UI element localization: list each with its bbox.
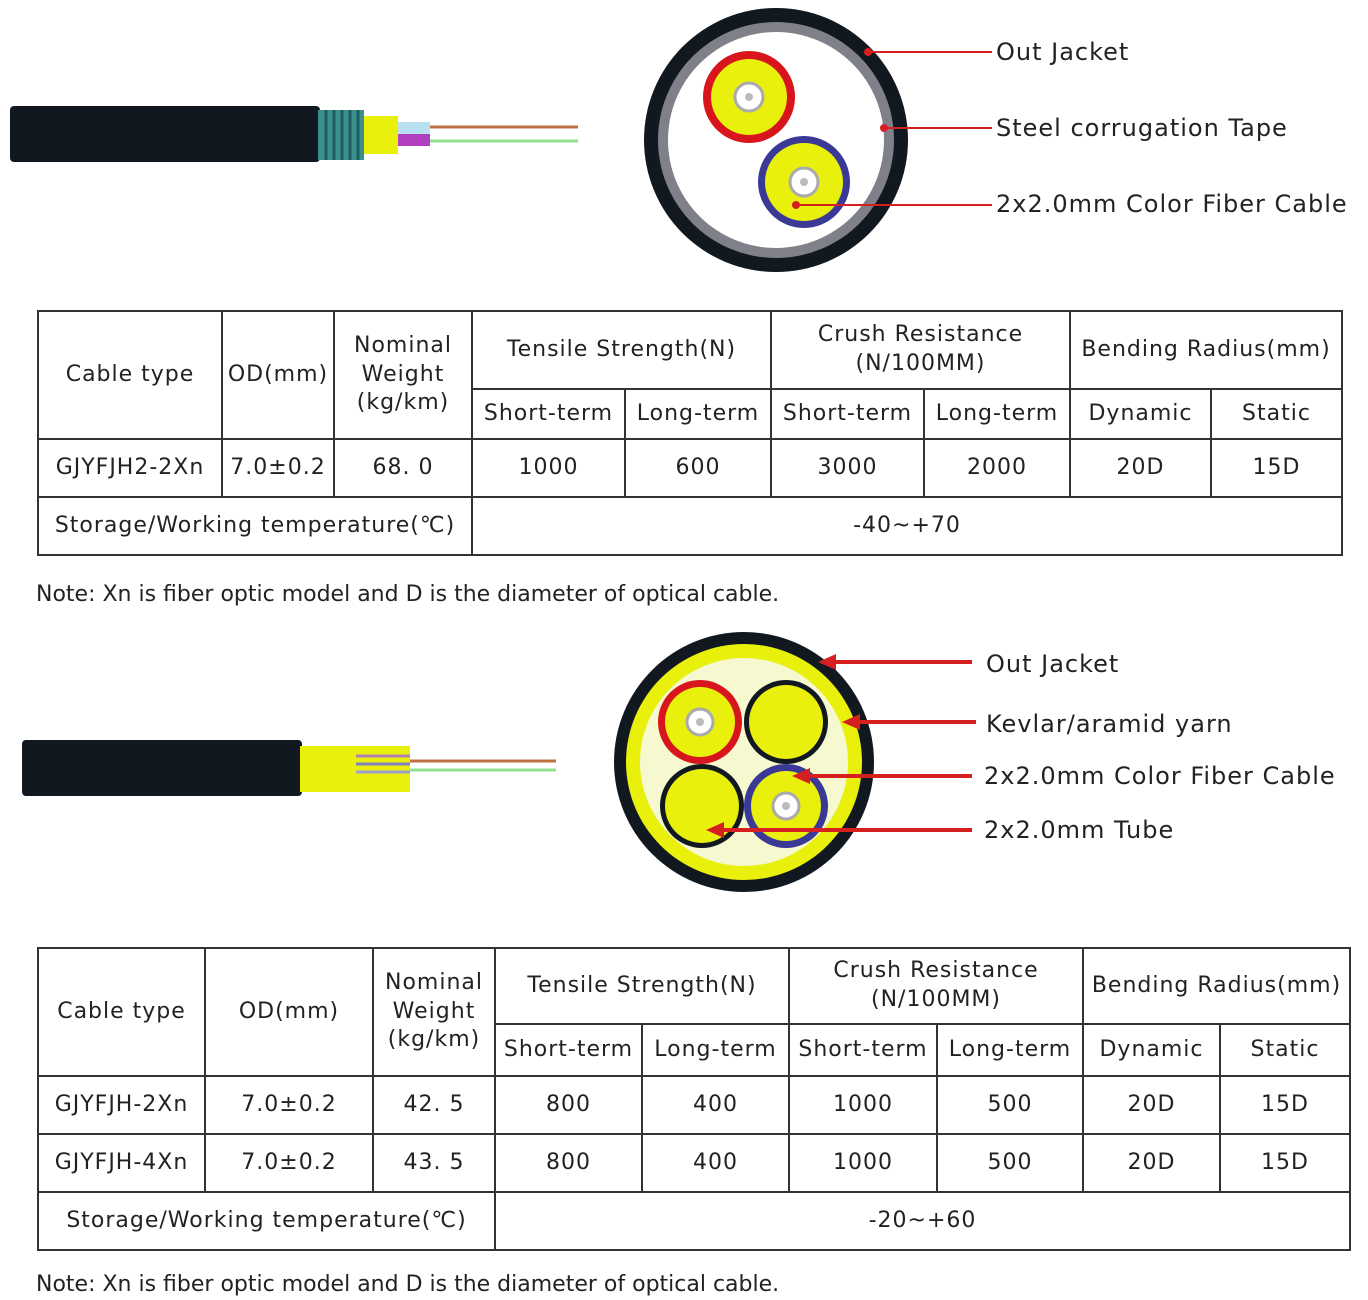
cell-weight: 43. 5 [373, 1134, 495, 1192]
header-bending: Bending Radius(mm) [1083, 948, 1350, 1024]
cell-weight: 68. 0 [334, 439, 472, 497]
header-tensile-long: Long-term [642, 1024, 789, 1076]
cell-crush-long: 500 [937, 1076, 1083, 1134]
temp-label: Storage/Working temperature(℃) [38, 497, 472, 555]
header-weight: Nominal Weight (kg/km) [334, 311, 472, 439]
cell-dynamic: 20D [1083, 1076, 1220, 1134]
cell-crush-short: 1000 [789, 1076, 937, 1134]
cross-section-2 [614, 632, 874, 892]
header-crush: Crush Resistance (N/100MM) [789, 948, 1083, 1024]
cable-side-view-1 [10, 106, 578, 162]
cable-side-view-2 [22, 740, 556, 796]
cell-cable-type: GJYFJH-4Xn [38, 1134, 205, 1192]
cell-tensile-long: 400 [642, 1134, 789, 1192]
callout-out-jacket-1: Out Jacket [996, 38, 1130, 66]
cable-diagram-1 [0, 0, 1368, 290]
callout-fiber-cable-2: 2x2.0mm Color Fiber Cable [984, 762, 1336, 790]
spec-table-1 [37, 310, 1343, 556]
cell-cable-type: GJYFJH2-2Xn [38, 439, 222, 497]
header-od: OD(mm) [205, 948, 373, 1076]
header-tensile-short: Short-term [472, 389, 625, 439]
cell-crush-long: 2000 [924, 439, 1070, 497]
header-tensile: Tensile Strength(N) [472, 311, 771, 389]
header-tensile-short: Short-term [495, 1024, 642, 1076]
note-1: Note: Xn is fiber optic model and D is the diameter of optical cable. [36, 582, 780, 607]
header-tensile: Tensile Strength(N) [495, 948, 789, 1024]
cell-tensile-short: 800 [495, 1076, 642, 1134]
cell-tensile-short: 1000 [472, 439, 625, 497]
cell-dynamic: 20D [1070, 439, 1211, 497]
cell-tensile-short: 800 [495, 1134, 642, 1192]
header-static: Static [1220, 1024, 1350, 1076]
header-weight: Nominal Weight (kg/km) [373, 948, 495, 1076]
header-crush-long: Long-term [924, 389, 1070, 439]
table-row [38, 1076, 1350, 1134]
header-crush: Crush Resistance (N/100MM) [771, 311, 1070, 389]
temp-label: Storage/Working temperature(℃) [38, 1192, 495, 1250]
cell-static: 15D [1220, 1076, 1350, 1134]
callout-steel-tape: Steel corrugation Tape [996, 114, 1288, 142]
spec-table-2 [37, 947, 1351, 1251]
cell-cable-type: GJYFJH-2Xn [38, 1076, 205, 1134]
header-static: Static [1211, 389, 1342, 439]
cell-crush-long: 500 [937, 1134, 1083, 1192]
header-dynamic: Dynamic [1083, 1024, 1220, 1076]
header-crush-short: Short-term [771, 389, 924, 439]
table-row [38, 1134, 1350, 1192]
cell-crush-short: 1000 [789, 1134, 937, 1192]
callout-tube: 2x2.0mm Tube [984, 816, 1175, 844]
temp-value: -20~+60 [495, 1192, 1350, 1250]
note-2: Note: Xn is fiber optic model and D is the diameter of optical cable. [36, 1272, 780, 1297]
header-cable-type: Cable type [38, 311, 222, 439]
cell-static: 15D [1211, 439, 1342, 497]
header-bending: Bending Radius(mm) [1070, 311, 1342, 389]
cell-od: 7.0±0.2 [205, 1076, 373, 1134]
cell-od: 7.0±0.2 [205, 1134, 373, 1192]
header-cable-type: Cable type [38, 948, 205, 1076]
cell-dynamic: 20D [1083, 1134, 1220, 1192]
cross-section-1 [644, 8, 908, 272]
cell-crush-short: 3000 [771, 439, 924, 497]
cell-weight: 42. 5 [373, 1076, 495, 1134]
callout-fiber-cable-1: 2x2.0mm Color Fiber Cable [996, 190, 1348, 218]
cell-tensile-long: 600 [625, 439, 771, 497]
header-dynamic: Dynamic [1070, 389, 1211, 439]
temp-value: -40~+70 [472, 497, 1342, 555]
header-crush-long: Long-term [937, 1024, 1083, 1076]
table-row [38, 439, 1342, 497]
cell-od: 7.0±0.2 [222, 439, 334, 497]
callout-kevlar-yarn: Kevlar/aramid yarn [986, 710, 1233, 738]
callout-out-jacket-2: Out Jacket [986, 650, 1120, 678]
cell-tensile-long: 400 [642, 1076, 789, 1134]
header-crush-short: Short-term [789, 1024, 937, 1076]
cell-static: 15D [1220, 1134, 1350, 1192]
header-od: OD(mm) [222, 311, 334, 439]
header-tensile-long: Long-term [625, 389, 771, 439]
